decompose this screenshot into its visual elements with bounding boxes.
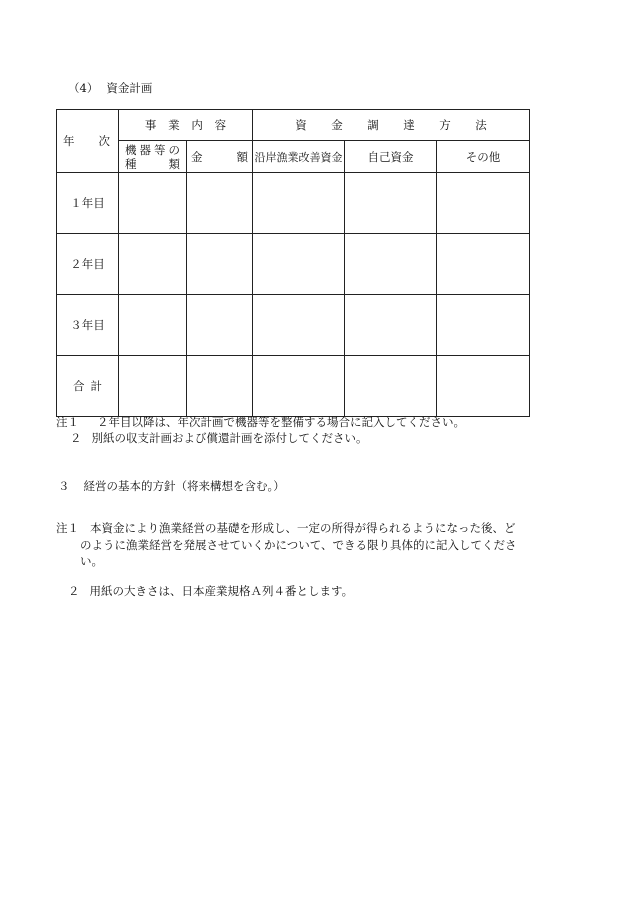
cell-amount[interactable] (187, 295, 253, 356)
row-label: ３年目 (57, 295, 119, 356)
header-amount: 金 額 (187, 141, 253, 173)
section-title: 資金計画 (106, 81, 153, 95)
row-label: １年目 (57, 173, 119, 234)
header-fund-method: 資 金 調 達 方 法 (253, 110, 530, 141)
table-row (57, 295, 530, 356)
cell-other[interactable] (437, 295, 530, 356)
cell-amount[interactable] (187, 173, 253, 234)
policy-note-2: ２ 用紙の大きさは、日本産業規格Ａ列４番とします。 (68, 584, 354, 598)
header-other: その他 (437, 141, 530, 173)
cell-equipment-type[interactable] (119, 295, 187, 356)
section-heading-business-policy: ３ 経営の基本的方針（将来構想を含む。） (58, 479, 285, 493)
row-label-total: 合 計 (57, 356, 119, 417)
section-number: （4） (68, 81, 99, 95)
cell-other[interactable] (437, 356, 530, 417)
cell-own-fund[interactable] (345, 173, 437, 234)
header-year: 年 次 (57, 110, 119, 173)
row-label: ２年目 (57, 234, 119, 295)
header-business-content: 事 業 内 容 (119, 110, 253, 141)
cell-coastal-fund[interactable] (253, 234, 345, 295)
cell-coastal-fund[interactable] (253, 173, 345, 234)
cell-other[interactable] (437, 173, 530, 234)
table-row (57, 173, 530, 234)
policy-note-1-cont2: い。 (80, 554, 103, 568)
cell-own-fund[interactable] (345, 234, 437, 295)
cell-equipment-type[interactable] (119, 234, 187, 295)
header-own-fund: 自己資金 (345, 141, 437, 173)
cell-other[interactable] (437, 234, 530, 295)
cell-coastal-fund[interactable] (253, 356, 345, 417)
fund-plan-table (56, 109, 530, 417)
cell-own-fund[interactable] (345, 356, 437, 417)
table-note-1: 注１ ２年目以降は、年次計画で機器等を整備する場合に記入してください。 (56, 415, 465, 429)
cell-equipment-type[interactable] (119, 173, 187, 234)
policy-note-1: 注１ 本資金により漁業経営の基礎を形成し、一定の所得が得られるようになった後、ど (56, 521, 516, 535)
table-note-2: ２ 別紙の収支計画および償還計画を添付してください。 (70, 431, 368, 445)
cell-own-fund[interactable] (345, 295, 437, 356)
header-equipment-type: 機 器 等 の 種 類 (119, 141, 187, 173)
cell-amount[interactable] (187, 234, 253, 295)
cell-equipment-type[interactable] (119, 356, 187, 417)
table-row (57, 234, 530, 295)
cell-amount[interactable] (187, 356, 253, 417)
section-heading-fund-plan (68, 80, 152, 96)
cell-coastal-fund[interactable] (253, 295, 345, 356)
policy-note-1-cont: のように漁業経営を発展させていくかについて、できる限り具体的に記入してくださ (80, 538, 517, 552)
header-coastal-fund: 沿岸漁業改善資金 (253, 141, 345, 173)
table-row-total (57, 356, 530, 417)
